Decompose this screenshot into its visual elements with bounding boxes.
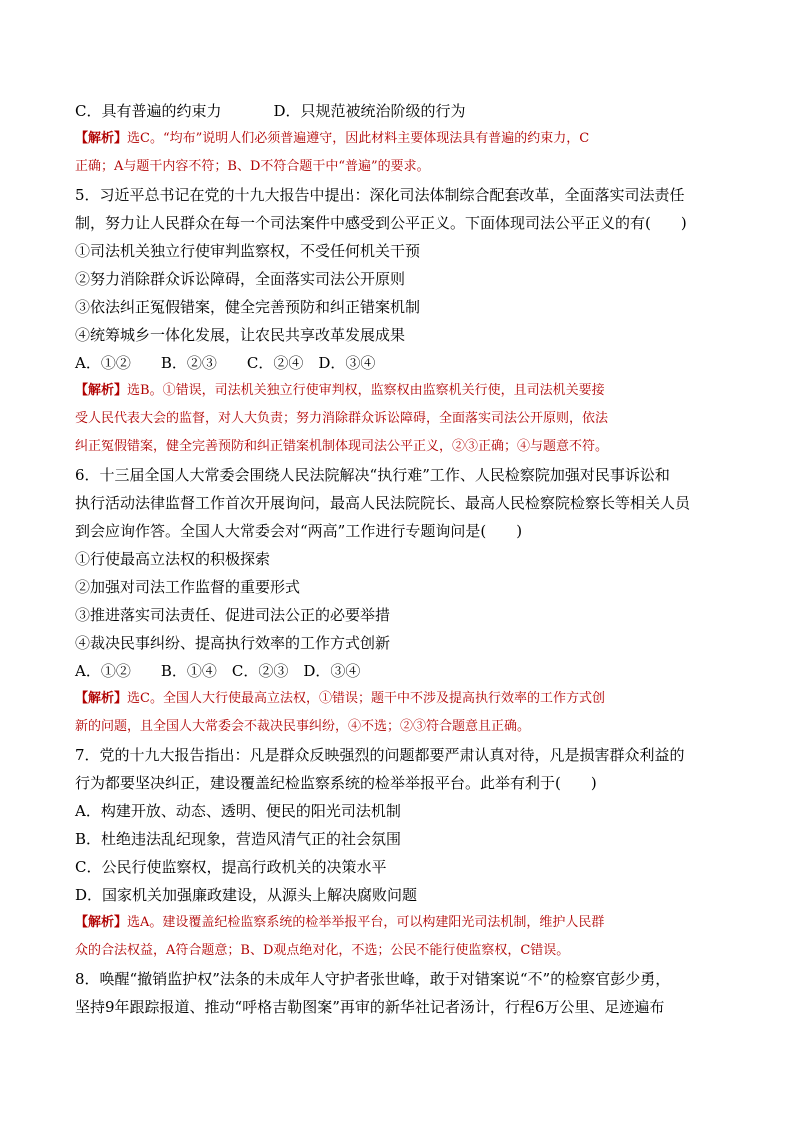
q7-option: B．杜绝违法乱纪现象，营造风清气正的社会氛围 [75, 830, 402, 848]
q4-analysis-line: 正确；A与题干内容不符；B、D不符合题干中“普遍”的要求。 [75, 159, 430, 174]
q6-choices: A．①② B．①④ C．②③ D．③④ [75, 662, 361, 680]
document-body [75, 97, 725, 1021]
q5-analysis-line: 纠正冤假错案，健全完善预防和纠正错案机制体现司法公平正义，②③正确；④与题意不符。 [75, 439, 609, 454]
q6-stem-line: 到会应询作答。全国人大常委会对“两高”工作进行专题询问是( ) [75, 522, 523, 540]
q5-item: ④统筹城乡一体化发展，让农民共享改革发展成果 [75, 326, 406, 344]
analysis-tag: 【解析】 [75, 915, 128, 930]
q7-option: A．构建开放、动态、透明、便民的阳光司法机制 [75, 802, 401, 820]
q5-analysis-line: 【解析】选B。①错误，司法机关独立行使审判权，监察权由监察机关行使，且司法机关要接 [75, 383, 605, 398]
q6-item: ③推进落实司法责任、促进司法公正的必要举措 [75, 606, 391, 624]
q5-choices: A．①② B．②③ C．②④ D．③④ [75, 354, 376, 372]
q5-item: ①司法机关独立行使审判监察权，不受任何机关干预 [75, 242, 421, 260]
q7-stem-line: 行为都要坚决纠正，建设覆盖纪检监察系统的检举举报平台。此举有利于( ) [75, 774, 597, 792]
q7-stem-line: 7．党的十九大报告指出：凡是群众反映强烈的问题都要严肃认真对待，凡是损害群众利益的 [75, 746, 685, 764]
q8-stem-line: 8．唤醒“撤销监护权”法条的未成年人守护者张世峰，敢于对错案说“不”的检察官彭少勇， [75, 970, 671, 988]
q7-option: C．公民行使监察权，提高行政机关的决策水平 [75, 858, 387, 876]
analysis-tag: 【解析】 [75, 691, 128, 706]
analysis-tag: 【解析】 [75, 131, 128, 146]
q6-stem-line: 6．十三届全国人大常委会围绕人民法院解决“执行难”工作、人民检察院加强对民事诉讼和 [75, 466, 670, 484]
q6-analysis-line: 【解析】选C。全国人大行使最高立法权，①错误；题干中不涉及提高执行效率的工作方式创 [75, 691, 605, 706]
q7-analysis-line: 众的合法权益，A符合题意；B、D观点绝对化，不选；公民不能行使监察权，C错误。 [75, 943, 570, 958]
q6-item: ④裁决民事纠纷、提高执行效率的工作方式创新 [75, 634, 391, 652]
q7-option: D．国家机关加强廉政建设，从源头上解决腐败问题 [75, 886, 418, 904]
q5-stem-line: 5．习近平总书记在党的十九大报告中提出：深化司法体制综合配套改革，全面落实司法责任 [75, 186, 685, 204]
q4-option-d: D．只规范被统治阶级的行为 [273, 102, 466, 120]
q4-options-line [75, 97, 725, 125]
q6-analysis-line: 新的问题，且全国人大常委会不裁决民事纠纷，④不选；②③符合题意且正确。 [75, 719, 531, 734]
q6-item: ②加强对司法工作监督的重要形式 [75, 578, 301, 596]
q6-item: ①行使最高立法权的积极探索 [75, 550, 271, 568]
q5-analysis-line: 受人民代表大会的监督，对人大负责；努力消除群众诉讼障碍，全面落实司法公开原则，依法 [75, 411, 609, 426]
q4-option-c: C．具有普遍的约束力 [75, 102, 222, 120]
q4-analysis-line: 【解析】选C。“均布”说明人们必须普遍遵守，因此材料主要体现法具有普遍的约束力，C [75, 131, 590, 146]
q5-item: ③依法纠正冤假错案，健全完善预防和纠正错案机制 [75, 298, 421, 316]
q5-stem-line: 制，努力让人民群众在每一个司法案件中感受到公平正义。下面体现司法公平正义的有( ) [75, 214, 687, 232]
q6-stem-line: 执行活动法律监督工作首次开展询问，最高人民法院院长、最高人民检察院检察长等相关人员 [75, 494, 691, 512]
analysis-tag: 【解析】 [75, 383, 128, 398]
q8-stem-line: 坚持9年跟踪报道、推动“呼格吉勒图案”再审的新华社记者汤计，行程6万公里、足迹遍布 [75, 998, 665, 1016]
q5-item: ②努力消除群众诉讼障碍，全面落实司法公开原则 [75, 270, 406, 288]
q7-analysis-line: 【解析】选A。建设覆盖纪检监察系统的检举举报平台，可以构建阳光司法机制，维护人民群 [75, 915, 605, 930]
